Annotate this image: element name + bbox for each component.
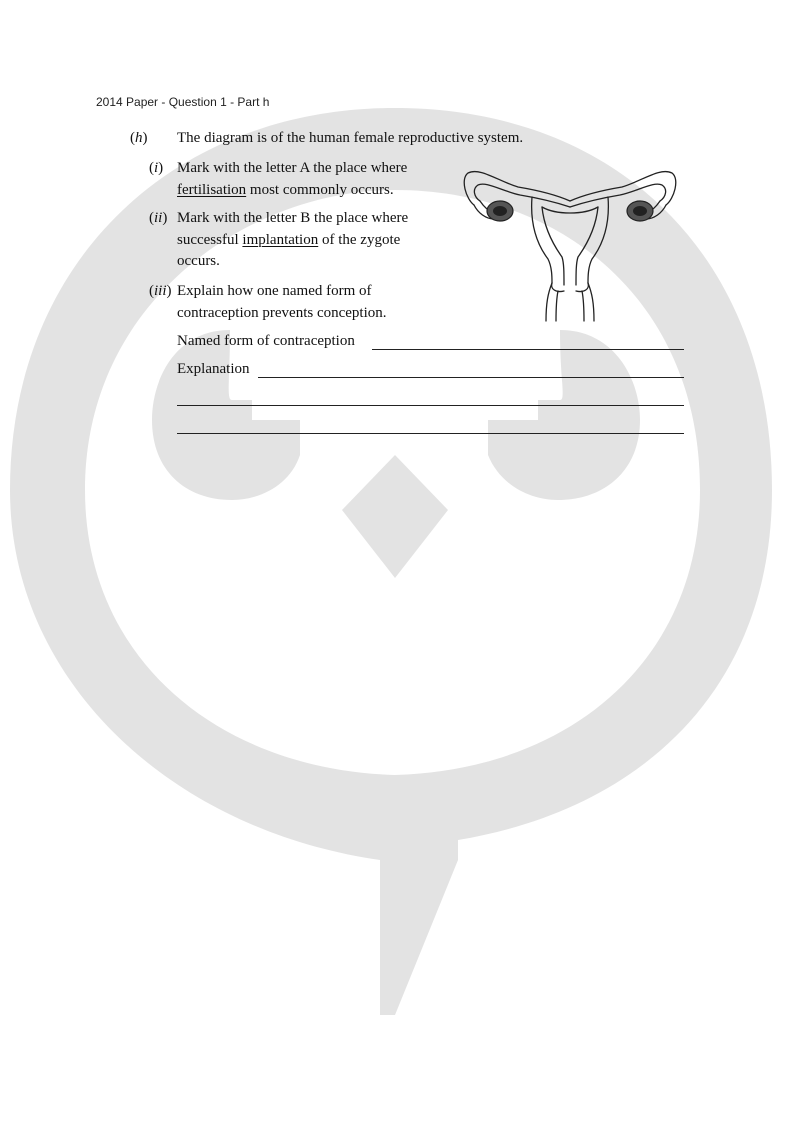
part-ii-line1: Mark with the letter B the place where (177, 210, 409, 226)
part-i-letter: i (154, 160, 159, 176)
explanation-label: Explanation (177, 361, 250, 377)
part-iii-text (177, 281, 447, 324)
part-ii-letter: ii (154, 210, 163, 226)
reproductive-system-diagram[interactable] (460, 163, 680, 323)
term-implantation: implantation (242, 231, 319, 248)
part-ii-line2-rest: of the zygote (318, 231, 401, 248)
part-i-line2 (177, 180, 447, 202)
part-ii-line2 (177, 230, 447, 252)
explanation-answer-line-2[interactable] (177, 405, 684, 406)
explanation-answer-line-1[interactable] (258, 377, 684, 378)
named-form-answer-line[interactable] (372, 349, 684, 350)
term-fertilisation: fertilisation (177, 181, 247, 198)
part-ii-line2-start: successful (177, 231, 243, 248)
part-ii-label: (ii) (149, 210, 168, 226)
part-ii-line3: occurs. (177, 253, 220, 269)
question-label-letter: h (135, 130, 143, 146)
part-iii-line2: contraception prevents conception. (177, 304, 387, 321)
part-i-text (177, 158, 447, 201)
explanation-answer-line-3[interactable] (177, 433, 684, 434)
named-form-label: Named form of contraception (177, 333, 355, 349)
part-i-label: (i) (149, 160, 164, 176)
question-label: (h) (130, 130, 148, 146)
part-i-line2-rest: most commonly occurs. (246, 181, 394, 198)
part-i-line1: Mark with the letter A the place where (177, 160, 408, 176)
question-intro: The diagram is of the human female reproductive system. (177, 130, 524, 146)
page-header: 2014 Paper - Question 1 - Part h (96, 95, 270, 109)
part-iii-letter: iii (154, 283, 167, 299)
part-ii-text (177, 208, 447, 273)
part-iii-label: (iii) (149, 283, 172, 299)
part-iii-line1: Explain how one named form of (177, 283, 372, 299)
